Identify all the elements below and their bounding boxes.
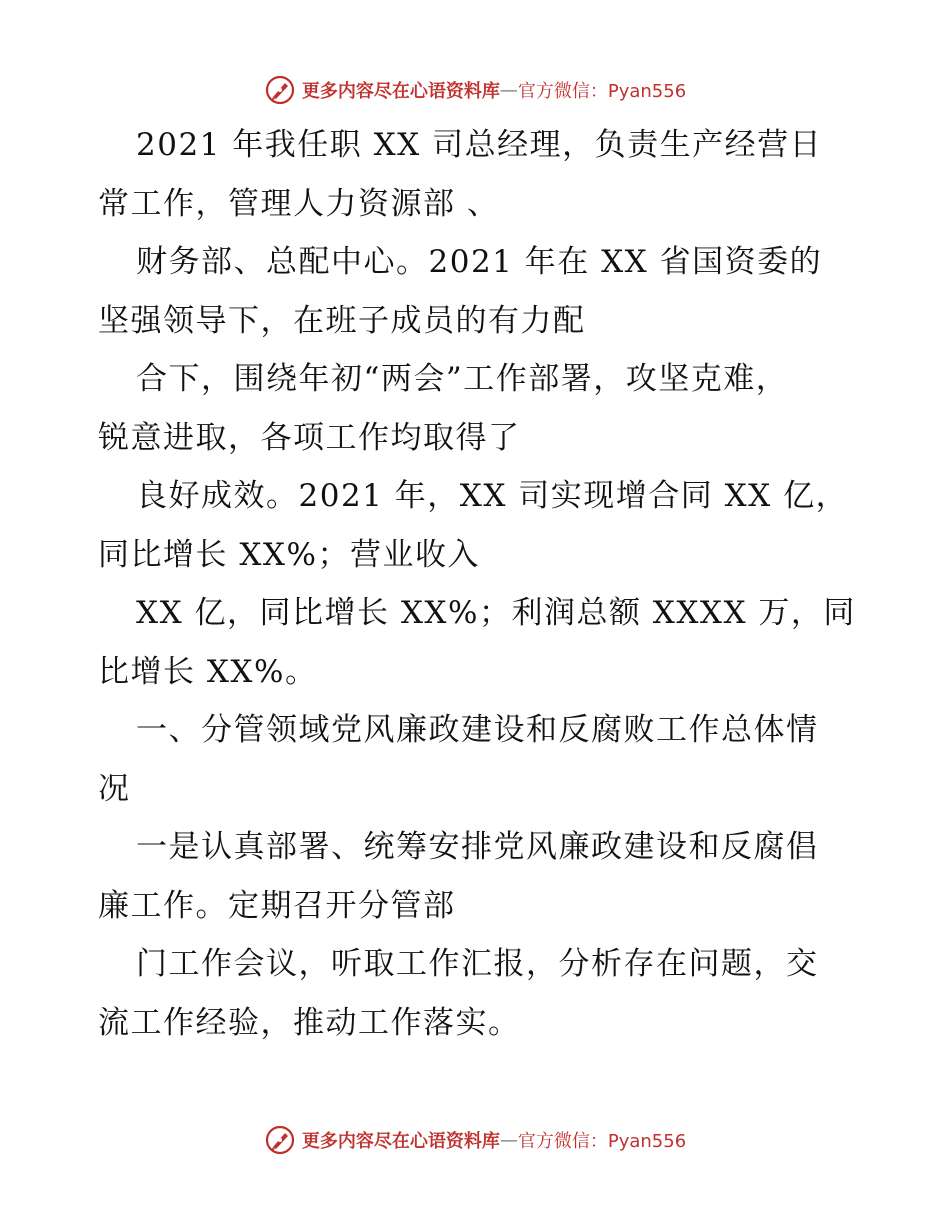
banner-dash: — <box>499 1129 518 1151</box>
banner-wechat-text: 官方微信：Pyan556 <box>517 81 687 102</box>
header-banner <box>0 70 950 110</box>
banner-brand-text: 更多内容尽在心语资料库 <box>301 81 500 102</box>
text-line: 比增长 XX%。 <box>98 653 318 690</box>
text-line: XX 亿，同比增长 XX%；利润总额 XXXX 万，同 <box>136 595 856 631</box>
banner-dash: — <box>499 79 518 101</box>
banner-brand-text: 更多内容尽在心语资料库 <box>301 1131 500 1152</box>
text-line: 常工作，管理人力资源部 、 <box>98 185 500 222</box>
quill-pen-icon <box>264 74 296 106</box>
text-line: 锐意进取，各项工作均取得了 <box>98 419 521 456</box>
text-line: 门工作会议，听取工作汇报，分析存在问题，交 <box>136 946 819 982</box>
text-line: 坚强领导下，在班子成员的有力配 <box>98 302 586 339</box>
footer-banner <box>0 1120 950 1160</box>
text-line: 2021 年我任职 XX 司总经理，负责生产经营日 <box>136 127 823 163</box>
text-line: 合下，围绕年初“两会”工作部署，攻坚克难， <box>136 361 789 397</box>
document-body <box>98 116 858 1052</box>
quill-pen-icon <box>264 1124 296 1156</box>
text-line: 同比增长 XX%；营业收入 <box>98 536 480 573</box>
text-line: 廉工作。定期召开分管部 <box>98 887 456 924</box>
banner-wechat-text: 官方微信：Pyan556 <box>517 1131 687 1152</box>
text-line: 一是认真部署、统筹安排党风廉政建设和反腐倡 <box>136 829 819 865</box>
text-line: 财务部、总配中心。2021 年在 XX 省国资委的 <box>136 244 823 280</box>
text-line: 况 <box>98 770 131 807</box>
text-line: 流工作经验，推动工作落实。 <box>98 1004 521 1041</box>
text-line: 良好成效。2021 年，XX 司实现增合同 XX 亿， <box>136 478 849 514</box>
text-line: 一、分管领域党风廉政建设和反腐败工作总体情 <box>136 712 819 748</box>
